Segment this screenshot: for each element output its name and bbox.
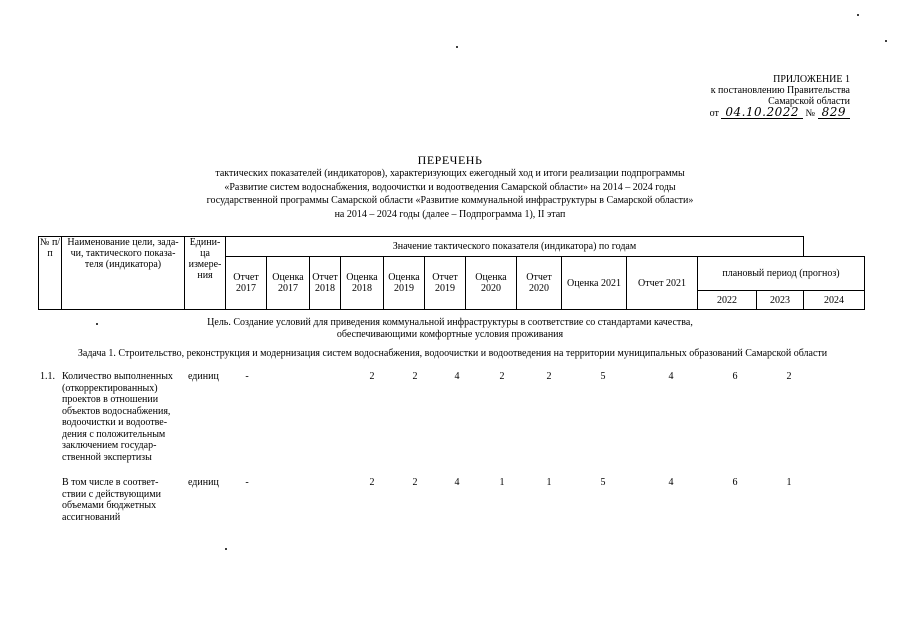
name-line: объемами бюджетных bbox=[62, 500, 157, 511]
task-heading: Задача 1. Строительство, реконструкция и модернизация систем водоснабжения, водоочистки и водоотведения на территории муниципальных образований Самарской области bbox=[77, 348, 828, 359]
value-cell: 5 bbox=[600, 371, 606, 382]
value-cell: 6 bbox=[732, 477, 738, 488]
row-unit: единиц bbox=[188, 477, 219, 488]
appendix-block bbox=[710, 74, 850, 119]
appendix-date-line bbox=[710, 107, 850, 119]
row-indicator-name bbox=[62, 477, 187, 523]
row-indicator-name bbox=[62, 371, 187, 463]
scan-speck bbox=[456, 46, 458, 48]
col-year-header: Оценка 2019 bbox=[384, 257, 425, 310]
value-cell: 6 bbox=[732, 371, 738, 382]
value-cell: 2 bbox=[499, 371, 505, 382]
value-cell: 4 bbox=[454, 477, 460, 488]
values-group-header: Значение тактического показателя (индикатора) по годам bbox=[226, 237, 804, 257]
value-cell: 4 bbox=[668, 477, 674, 488]
plan-period-header: плановый период (прогноз) bbox=[698, 257, 865, 291]
value-cell: 2 bbox=[369, 371, 375, 382]
value-cell: 2 bbox=[369, 477, 375, 488]
plan-year-header: 2024 bbox=[804, 291, 865, 310]
row-number: 1.1. bbox=[40, 371, 55, 382]
plan-year-header: 2023 bbox=[757, 291, 804, 310]
appendix-title: ПРИЛОЖЕНИЕ 1 bbox=[773, 74, 850, 85]
value-cell: - bbox=[245, 371, 249, 382]
value-cell: 1 bbox=[786, 477, 792, 488]
value-cell: 2 bbox=[786, 371, 792, 382]
name-line: дения с положительным bbox=[62, 428, 166, 440]
name-line: ствии с действующими bbox=[62, 488, 161, 500]
name-line: Количество выполненных bbox=[62, 371, 173, 382]
scan-speck bbox=[885, 40, 887, 42]
handwritten-number: 829 bbox=[818, 107, 850, 119]
name-line: проектов в отношении bbox=[62, 394, 159, 405]
scan-speck bbox=[225, 548, 227, 550]
col-number-header: № п/п bbox=[39, 237, 62, 310]
name-line: ственной экспертизы bbox=[62, 451, 152, 463]
indicator-table-header bbox=[38, 236, 865, 310]
name-line: водоочистки и водоотве- bbox=[62, 417, 168, 428]
col-year-header: Оценка 2018 bbox=[341, 257, 384, 310]
row-unit: единиц bbox=[188, 371, 219, 382]
value-cell: 4 bbox=[668, 371, 674, 382]
goal-block bbox=[150, 317, 750, 341]
col-year-header: Отчет 2021 bbox=[627, 257, 698, 310]
name-line: ассигнований bbox=[62, 511, 121, 523]
document-heading: ПЕРЕЧЕНЬ bbox=[417, 153, 483, 167]
value-cell: 1 bbox=[499, 477, 505, 488]
value-cell: 4 bbox=[454, 371, 460, 382]
plan-year-header: 2022 bbox=[698, 291, 757, 310]
from-label: от bbox=[709, 108, 719, 119]
number-label: № bbox=[805, 108, 816, 119]
col-year-header: Оценка 2021 bbox=[562, 257, 627, 310]
value-cell: - bbox=[245, 477, 249, 488]
name-line: (откорректированных) bbox=[62, 382, 158, 394]
goal-line-1: Цель. Создание условий для приведения коммунальной инфраструктуры в соответствие со стандартами качества, bbox=[207, 317, 693, 328]
value-cell: 2 bbox=[546, 371, 552, 382]
value-cell: 5 bbox=[600, 477, 606, 488]
col-year-header: Оценка 2017 bbox=[267, 257, 310, 310]
appendix-line-region: Самарской области bbox=[768, 96, 850, 107]
value-cell: 1 bbox=[546, 477, 552, 488]
appendix-line-resolution: к постановлению Правительства bbox=[710, 85, 850, 96]
col-year-header: Отчет 2019 bbox=[425, 257, 466, 310]
col-year-header: Отчет 2020 bbox=[517, 257, 562, 310]
col-year-header: Отчет 2018 bbox=[310, 257, 341, 310]
name-line: заключением государ- bbox=[62, 440, 157, 451]
title-line-3: государственной программы Самарской области «Развитие коммунальной инфраструктуры в Самарской области» bbox=[206, 195, 694, 206]
col-year-header: Отчет 2017 bbox=[226, 257, 267, 310]
title-line-1: тактических показателей (индикаторов), характеризующих ежегодный ход и итоги реализации подпрограммы bbox=[215, 168, 685, 179]
col-unit-header: Едини-ца измере-ния bbox=[185, 237, 226, 310]
document-title-block bbox=[150, 153, 750, 221]
goal-line-2: обеспечивающими комфортные условия проживания bbox=[336, 329, 564, 340]
col-name-header: Наименование цели, зада-чи, тактического показа-теля (индикатора) bbox=[62, 237, 185, 310]
col-year-header: Оценка 2020 bbox=[466, 257, 517, 310]
handwritten-date: 04.10.2022 bbox=[721, 107, 803, 119]
scan-speck bbox=[96, 323, 98, 325]
scan-speck bbox=[857, 14, 859, 16]
value-cell: 2 bbox=[412, 477, 418, 488]
name-line: В том числе в соответ- bbox=[62, 477, 159, 488]
title-line-4: на 2014 – 2024 годы (далее – Подпрограмма 1), II этап bbox=[334, 208, 566, 220]
value-cell: 2 bbox=[412, 371, 418, 382]
title-line-2: «Развитие систем водоснабжения, водоочистки и водоотведения Самарской области» на 2014 – 2024 годы bbox=[224, 181, 676, 193]
name-line: объектов водоснабжения, bbox=[62, 405, 171, 417]
